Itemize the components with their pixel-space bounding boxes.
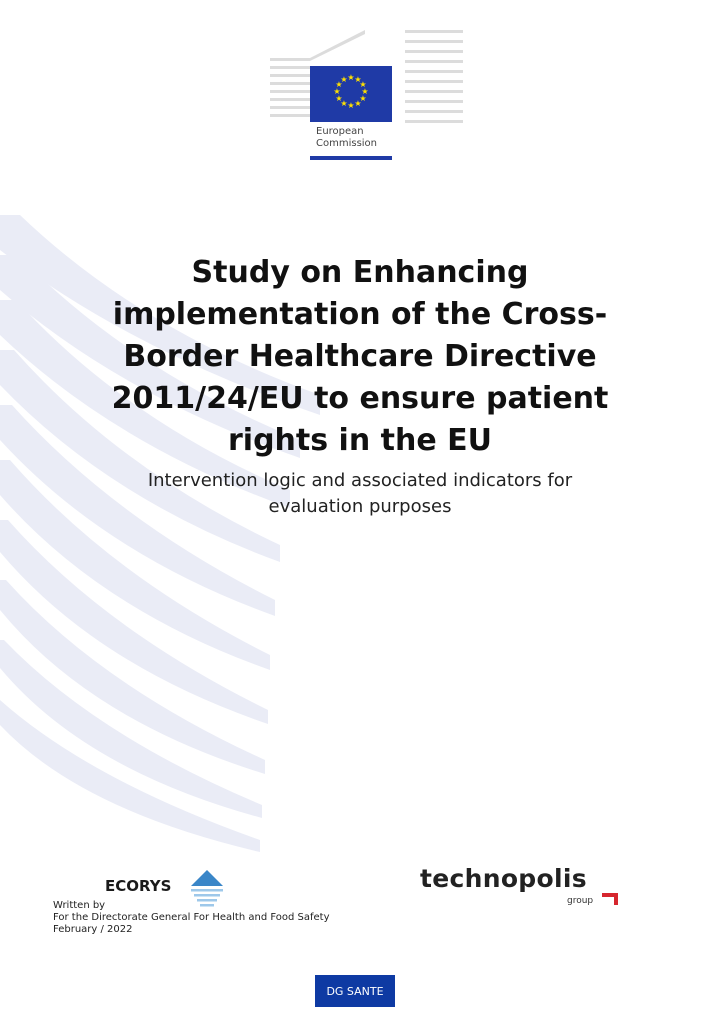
- svg-text:★: ★: [340, 75, 348, 84]
- svg-text:★: ★: [361, 87, 369, 96]
- logo-text-commission: Commission: [316, 138, 378, 149]
- written-by-label: Written by: [53, 900, 106, 911]
- document-subtitle: Intervention logic and associated indicators for evaluation purposes: [147, 470, 573, 517]
- svg-text:★: ★: [335, 94, 343, 103]
- svg-text:★: ★: [359, 94, 367, 103]
- publication-date: February / 2022: [53, 924, 133, 935]
- document-title: Study on Enhancing implementation of the Cross-Border Healthcare Directive 2011/24/EU to ensure patient rights in the EU: [111, 255, 609, 458]
- svg-text:★: ★: [333, 87, 341, 96]
- svg-text:★: ★: [347, 101, 355, 110]
- technopolis-mark-icon: [600, 890, 622, 906]
- svg-text:★: ★: [354, 99, 362, 108]
- ecorys-wordmark: ECORYS: [105, 877, 172, 895]
- svg-text:★: ★: [354, 75, 362, 84]
- dg-sante-badge: DG SANTE: [315, 975, 395, 1007]
- technopolis-group-text: group: [567, 896, 594, 906]
- svg-text:★: ★: [359, 80, 367, 89]
- svg-text:★: ★: [347, 73, 355, 82]
- svg-text:★: ★: [335, 80, 343, 89]
- svg-text:★: ★: [340, 99, 348, 108]
- ecorys-logo: [105, 866, 230, 912]
- directorate-line: For the Directorate General For Health and Food Safety: [53, 912, 330, 923]
- logo-text-european: European: [316, 126, 364, 137]
- technopolis-logo-text: technopolis: [420, 864, 587, 893]
